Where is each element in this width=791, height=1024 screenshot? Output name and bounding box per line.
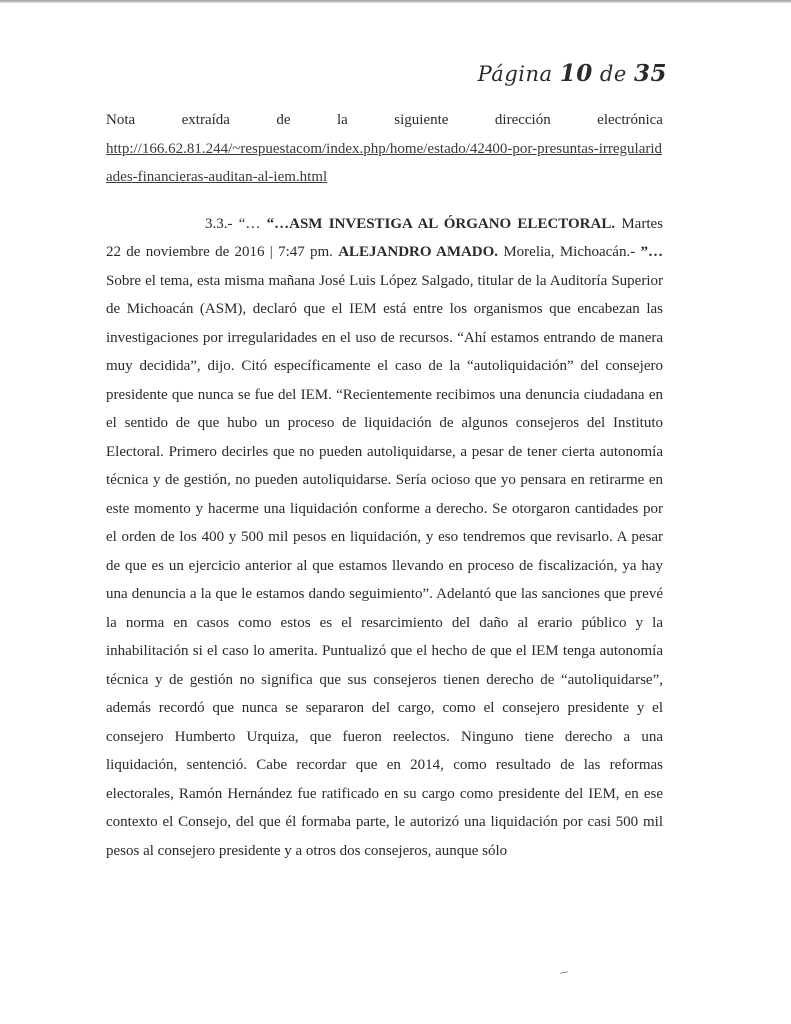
article-headline: “…ASM INVESTIGA AL ÓRGANO ELECTORAL. [266,215,616,232]
article-paragraph [106,210,663,866]
page-of: de [599,62,627,86]
article-author: ALEJANDRO AMADO. [338,244,499,260]
scan-edge [0,0,791,3]
page-word: Página [477,62,553,86]
note-word: Nota [106,112,136,128]
section-number: 3.3.- “… [205,215,267,232]
note-word: dirección [494,112,551,128]
article-body: Sobre el tema, esta misma mañana José Luis López Salgado, titular de la Auditoría Superior de Michoacán (ASM), declaró que el IEM está entre los organismos que encabezan las investigaciones por irregularidades en el uso de recursos. “Ahí estamos entrando de manera muy decidida”, dijo. Citó específicamente el caso de la “autoliquidación” del consejero presidente que nunca se fue del IEM. “Recientemente recibimos una denuncia ciudadana en el sentido de que hubo un proceso de liquidación de algunos consejeros del Instituto Electoral. Primero decirles que no pueden autoliquidarse, a pesar de tener cierta autonomía técnica y de gestión, no pueden autoliquidarse. Sería ocioso que yo pensara en retirarme en este momento y hacerme una liquidación conforme a derecho. Se otorgaron cantidades por el orden de los 400 y 500 mil pesos en liquidación, y eso tendremos que revisarlo. A pesar de que es un ejercicio anterior al que estamos llevando en proceso de fiscalización, ya hay una denuncia a la que le estamos dando seguimiento”. Adelantó que las sanciones que prevé la norma en casos como estos es el resarcimiento del daño al erario público y la inhabilitación si el caso lo amerita. Puntualizó que el hecho de que el IEM tenga autonomía técnica y de gestión no significa que sus consejeros tienen derecho de “autoliquidarse”, además recordó que nunca se separaron del cargo, como el consejero presidente y el consejero Humberto Urquiza, que fueron reelectos. Ninguno tiene derecho a una liquidación, sentenció. Cabe recordar que en 2014, como resultado de las reformas electorales, Ramón Hernández fue ratificado en su cargo como presidente del IEM, en ese contexto el Consejo, del que él formaba parte, le autorizó una liquidación por casi 500 mil pesos al consejero presidente y a otros dos consejeros, aunque sólo [106,272,663,859]
article-place: Morelia, Michoacán.- [498,244,641,260]
page-total: 35 [633,60,667,87]
page-number [478,60,667,87]
note-word: de [276,112,291,128]
quote-lead: ”… [640,244,663,260]
page-current: 10 [559,60,593,87]
scan-speck [560,971,568,973]
document-body [106,106,663,865]
article-date: Martes 22 de noviembre de 2016 | 7:47 pm. [106,215,663,260]
note-word: electrónica [597,112,663,128]
note-word: extraída [181,112,230,128]
source-url-link[interactable]: http://166.62.81.244/~respuestacom/index.php/home/estado/42400-por-presuntas-irregularidades-financieras-auditan-al-iem.html [106,140,663,185]
note-word: siguiente [394,112,449,128]
source-note-line [106,106,663,135]
note-word: la [337,112,348,128]
